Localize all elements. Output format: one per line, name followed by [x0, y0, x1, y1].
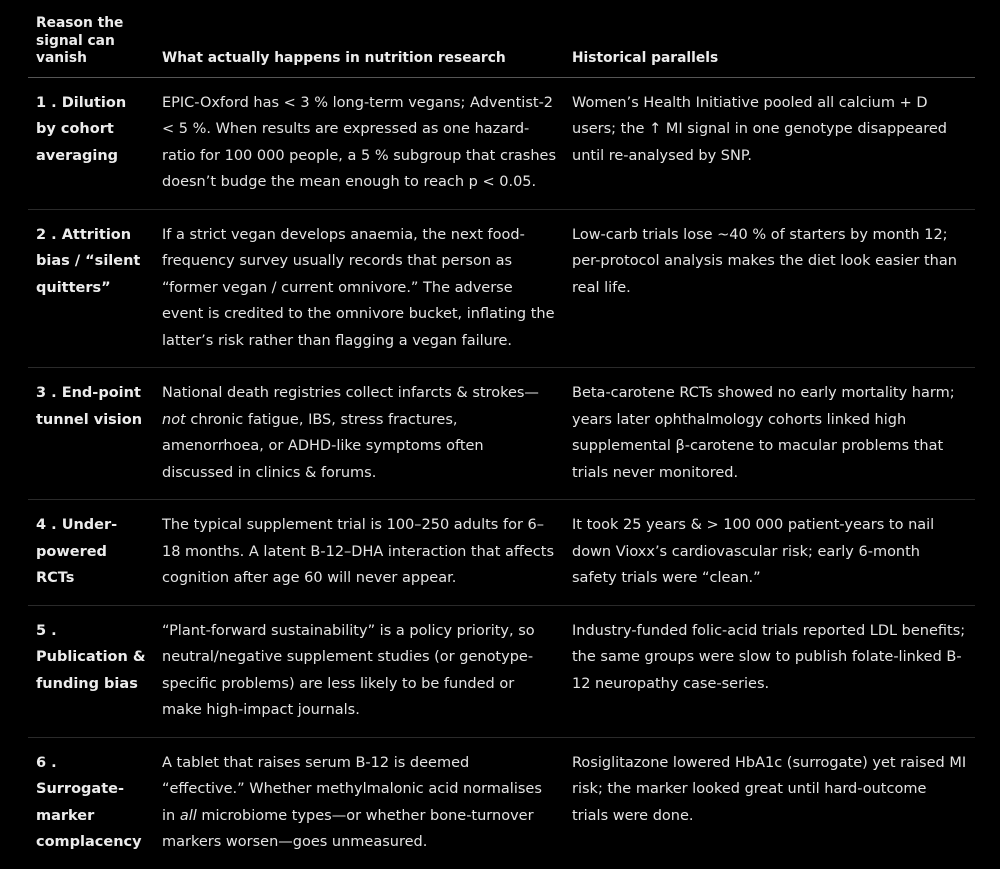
research-text: microbiome types—or whether bone-turnover markers worsen—goes unmeasured. [162, 807, 534, 850]
table-row [28, 368, 975, 500]
parallels-cell: Beta-carotene RCTs showed no early mortality harm; years later ophthalmology cohorts linked high supplemental β-carotene to macular problems that trials never monitored. [564, 368, 975, 500]
table-header-row [28, 0, 975, 77]
table-row [28, 737, 975, 869]
table-row [28, 500, 975, 606]
reason-cell: 3 . End-point tunnel vision [28, 368, 154, 500]
reason-cell: 5 . Publication & funding bias [28, 605, 154, 737]
research-cell [154, 737, 564, 869]
reason-cell: 4 . Under-powered RCTs [28, 500, 154, 606]
research-text: A tablet that raises serum B-12 is deemed “effective.” Whether methylmalonic acid normalises in [162, 754, 542, 824]
research-emphasis: all [179, 807, 197, 824]
parallels-cell: It took 25 years & > 100 000 patient-years to nail down Vioxx’s cardiovascular risk; early 6-month safety trials were “clean.” [564, 500, 975, 606]
parallels-cell: Industry-funded folic-acid trials reported LDL benefits; the same groups were slow to publish folate-linked B-12 neuropathy case-series. [564, 605, 975, 737]
reason-cell: 6 . Surrogate-marker complacency [36, 754, 142, 850]
parallels-cell: Women’s Health Initiative pooled all calcium + D users; the ↑ MI signal in one genotype disappeared until re-analysed by SNP. [564, 77, 975, 209]
table-row [28, 605, 975, 737]
table-row [28, 77, 975, 209]
research-cell: The typical supplement trial is 100–250 adults for 6–18 months. A latent B-12–DHA interaction that affects cognition after age 60 will never appear. [154, 500, 564, 606]
header-parallels: Historical parallels [564, 0, 975, 77]
research-cell: EPIC-Oxford has < 3 % long-term vegans; Adventist-2 < 5 %. When results are expressed as one hazard-ratio for 100 000 people, a 5 % subgroup that crashes doesn’t budge the mean enough to reach p < 0.05. [154, 77, 564, 209]
research-cell: If a strict vegan develops anaemia, the next food-frequency survey usually records that person as “former vegan / current omnivore.” The adverse event is credited to the omnivore bucket, inflating the latter’s risk rather than flagging a vegan failure. [154, 209, 564, 368]
research-text: National death registries collect infarcts & strokes— [162, 385, 539, 401]
comparison-table [28, 0, 975, 869]
research-cell [154, 368, 564, 500]
header-research: What actually happens in nutrition research [154, 0, 564, 77]
research-emphasis: not [162, 411, 186, 428]
header-reason: Reason the signal can vanish [28, 0, 154, 77]
research-text: chronic fatigue, IBS, stress fractures, amenorrhoea, or ADHD-like symptoms often discussed in clinics & forums. [162, 411, 484, 481]
research-cell: “Plant-forward sustainability” is a policy priority, so neutral/negative supplement studies (or genotype-specific problems) are less likely to be funded or make high-impact journals. [154, 605, 564, 737]
parallels-cell: Low-carb trials lose ~40 % of starters by month 12; per-protocol analysis makes the diet look easier than real life. [564, 209, 975, 368]
reason-cell: 2 . Attrition bias / “silent quitters” [28, 209, 154, 368]
parallels-cell: Rosiglitazone lowered HbA1c (surrogate) yet raised MI risk; the marker looked great until hard-outcome trials were done. [572, 754, 967, 824]
table-row [28, 209, 975, 368]
reason-cell: 1 . Dilution by cohort averaging [28, 77, 154, 209]
